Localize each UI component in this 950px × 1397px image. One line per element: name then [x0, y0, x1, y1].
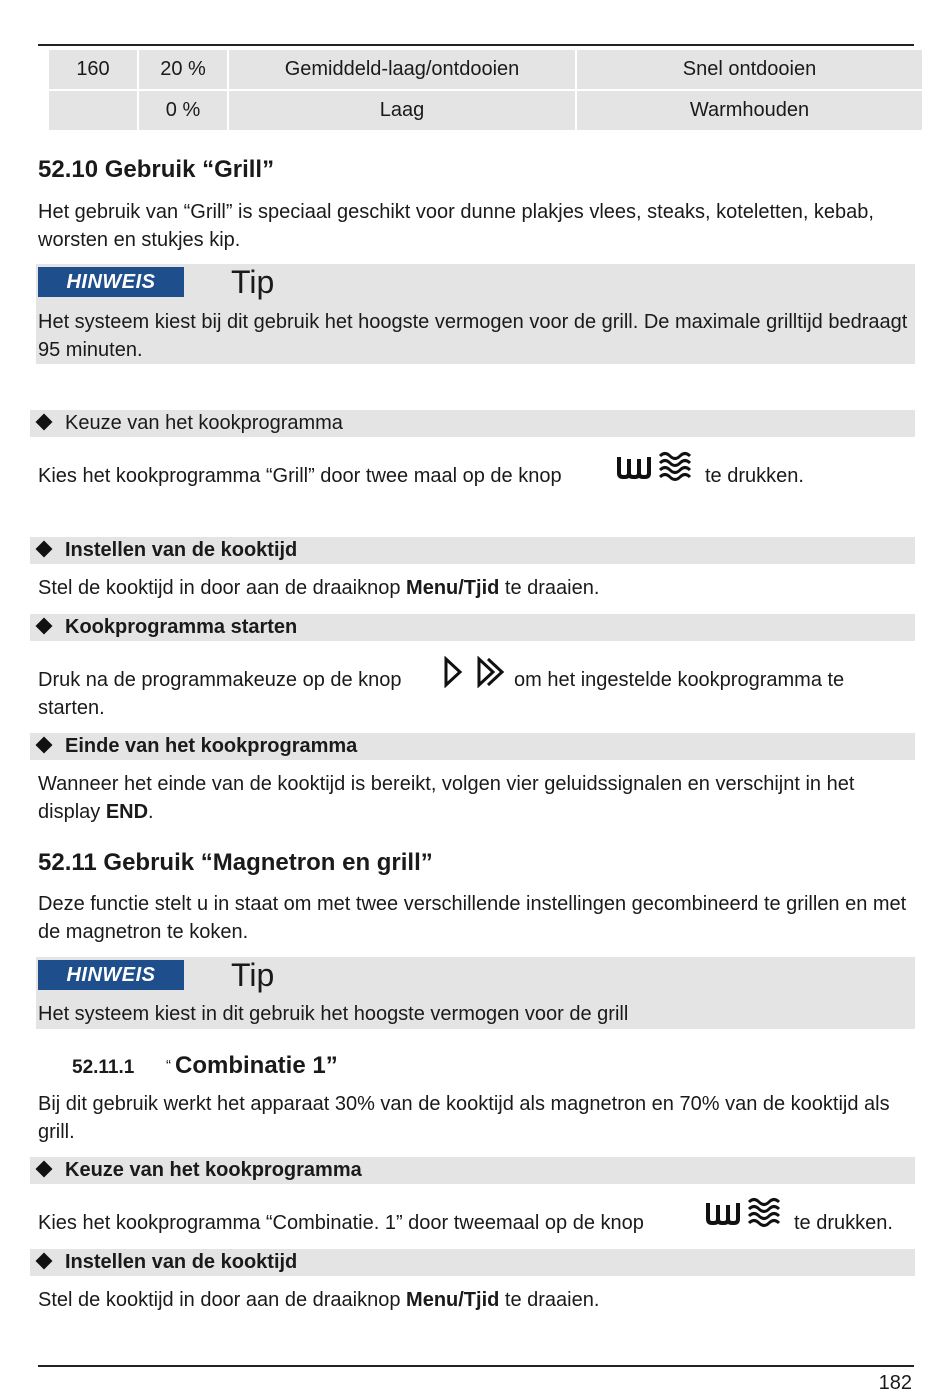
diamond-bullet-icon: [36, 1161, 53, 1178]
section-title: 52.10 Gebruik “Grill”: [38, 156, 275, 183]
table-cell: Laag: [229, 91, 577, 132]
subsection-number: 52.11.1: [72, 1057, 135, 1078]
step-bar: [30, 614, 915, 641]
bottom-rule: [38, 1365, 914, 1367]
step-bar: [30, 410, 915, 437]
step-bar: [30, 733, 915, 760]
step-bar: [30, 1249, 915, 1276]
subsection-title: Combinatie 1”: [175, 1052, 338, 1079]
tip-heading: Tip: [231, 957, 275, 993]
step-bar: [30, 537, 915, 564]
text-run: Stel de kooktijd in door aan de draaiknop: [38, 1289, 407, 1311]
step-bar-label: Instellen van de kooktijd: [65, 539, 298, 561]
text-run: te draaien.: [499, 1289, 600, 1311]
power-table: [49, 50, 922, 132]
note-box: [36, 957, 915, 1029]
table-cell: [49, 91, 139, 132]
diamond-bullet-icon: [36, 737, 53, 754]
table-cell: Warmhouden: [577, 91, 922, 132]
section-title: 52.11 Gebruik “Magnetron en grill”: [38, 849, 433, 876]
section-intro: Het gebruik van “Grill” is speciaal geschikt voor dunne plakjes vlees, steaks, koteletten, kebab, worsten en stukjes kip.: [38, 201, 874, 251]
paragraph: Druk na de programmakeuze op de knop: [38, 669, 402, 691]
table-cell: 20 %: [139, 50, 229, 91]
step-bar-label: Instellen van de kooktijd: [65, 1251, 298, 1273]
text-run: .: [148, 801, 154, 823]
paragraph: om het ingestelde kookprogramma te: [514, 669, 845, 691]
text-run: Wanneer het einde van de kooktijd is bereikt, volgen vier geluidssignalen en verschijnt in het display: [38, 773, 855, 823]
paragraph: Kies het kookprogramma “Grill” door twee maal op de knop: [38, 465, 562, 487]
note-text: Het systeem kiest in dit gebruik het hoogste vermogen voor de grill: [38, 1003, 629, 1025]
tip-heading: Tip: [231, 264, 275, 300]
paragraph: [38, 574, 914, 602]
step-bar-label: Kookprogramma starten: [65, 616, 298, 638]
start-icon: [443, 656, 507, 688]
section-intro: Deze functie stelt u in staat om met twee verschillende instellingen gecombineerd te grillen en met de magnetron te koken.: [38, 893, 907, 943]
diamond-bullet-icon: [36, 541, 53, 558]
text-run: te draaien.: [499, 577, 600, 599]
bold-text: END: [105, 801, 149, 823]
subsection-quote: “: [166, 1057, 171, 1074]
bold-text: Menu/Tjid: [406, 577, 500, 599]
paragraph: Kies het kookprogramma “Combinatie. 1” door tweemaal op de knop: [38, 1212, 644, 1234]
table-cell: 0 %: [139, 91, 229, 132]
paragraph: [38, 1286, 914, 1314]
step-bar: [30, 1157, 915, 1184]
bold-text: Menu/Tjid: [406, 1289, 500, 1311]
grill-microwave-icon: [616, 449, 700, 485]
page-number: 182: [878, 1372, 912, 1394]
paragraph: starten.: [38, 697, 105, 719]
paragraph: te drukken.: [794, 1212, 893, 1234]
note-box: [36, 264, 915, 364]
table-cell: 160: [49, 50, 139, 91]
step-bar-label: Einde van het kookprogramma: [65, 735, 358, 757]
paragraph: Bij dit gebruik werkt het apparaat 30% van de kooktijd als magnetron en 70% van de kooktijd als grill.: [38, 1093, 890, 1143]
paragraph: [38, 770, 898, 826]
table-cell: Gemiddeld-laag/ontdooien: [229, 50, 577, 91]
grill-microwave-icon: [705, 1195, 789, 1231]
text-run: Stel de kooktijd in door aan de draaiknop: [38, 577, 407, 599]
hinweis-badge: HINWEIS: [38, 267, 184, 297]
diamond-bullet-icon: [36, 414, 53, 431]
paragraph: te drukken.: [705, 465, 804, 487]
diamond-bullet-icon: [36, 618, 53, 635]
table-cell: Snel ontdooien: [577, 50, 922, 91]
table-row: [49, 50, 922, 91]
step-bar-label: Keuze van het kookprogramma: [65, 412, 343, 434]
hinweis-badge: HINWEIS: [38, 960, 184, 990]
top-rule: [38, 44, 914, 46]
step-bar-label: Keuze van het kookprogramma: [65, 1159, 362, 1181]
diamond-bullet-icon: [36, 1253, 53, 1270]
table-row: [49, 91, 922, 132]
note-text: Het systeem kiest bij dit gebruik het hoogste vermogen voor de grill. De maximale grilltijd bedraagt 95 minuten.: [38, 311, 908, 361]
